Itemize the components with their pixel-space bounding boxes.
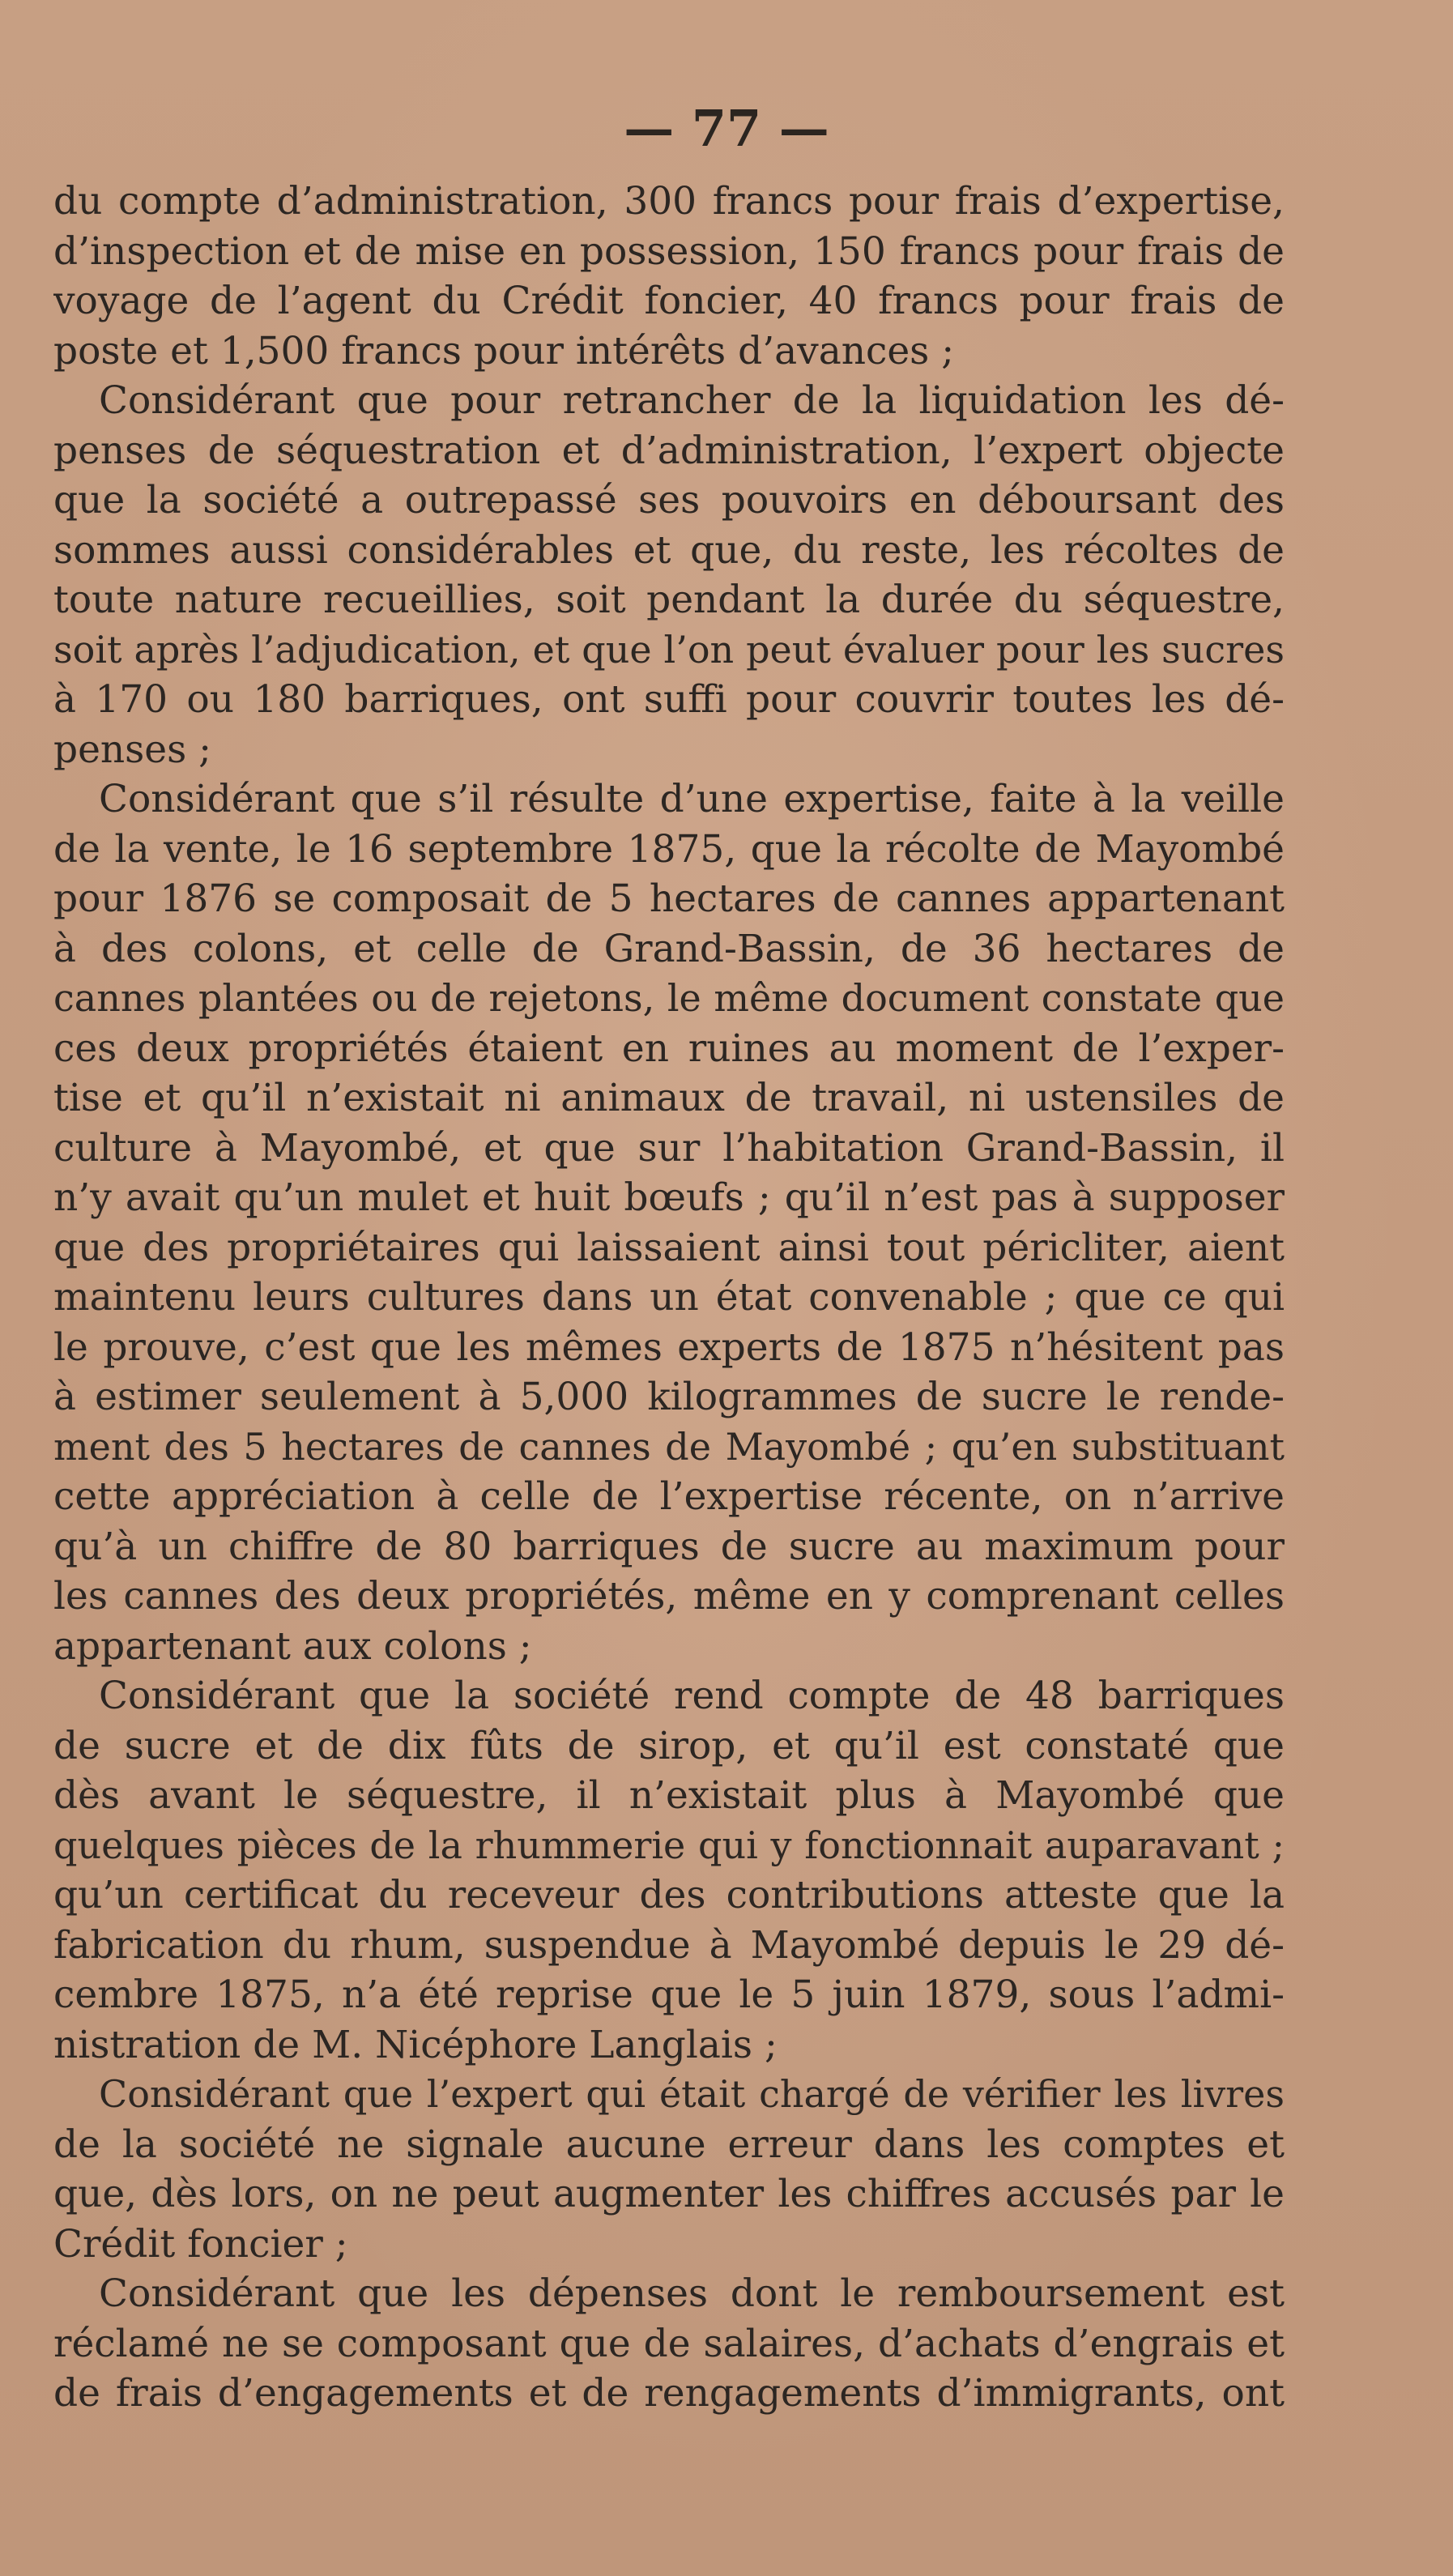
text-line: que des propriétaires qui laissaient ainsi tout péricliter, aient xyxy=(53,1225,1285,1270)
text-line: qu’à un chiffre de 80 barriques de sucre au maximum pour xyxy=(53,1524,1285,1569)
text-line: ces deux propriétés étaient en ruines au moment de l’exper- xyxy=(53,1026,1285,1071)
text-line: Considérant que pour retrancher de la liquidation les dé- xyxy=(99,378,1285,423)
text-line: à 170 ou 180 barriques, ont suffi pour couvrir toutes les dé- xyxy=(53,677,1285,722)
text-line: Considérant que la société rend compte de 48 barriques xyxy=(99,1674,1285,1718)
text-line: soit après l’adjudication, et que l’on peut évaluer pour les sucres xyxy=(53,627,1285,672)
text-line: n’y avait qu’un mulet et huit bœufs ; qu’il n’est pas à supposer xyxy=(53,1175,1285,1220)
text-line: ment des 5 hectares de cannes de Mayombé ; qu’en substituant xyxy=(53,1424,1285,1469)
text-line: pour 1876 se composait de 5 hectares de cannes appartenant xyxy=(53,876,1285,921)
text-line: Considérant que l’expert qui était chargé de vérifier les livres xyxy=(99,2072,1285,2116)
text-line: quelques pièces de la rhummerie qui y fonctionnait auparavant ; xyxy=(53,1823,1285,1867)
text-line: Considérant que les dépenses dont le remboursement est xyxy=(99,2271,1285,2316)
text-line: cette appréciation à celle de l’expertise récente, on n’arrive xyxy=(53,1474,1285,1519)
text-line: que, dès lors, on ne peut augmenter les chiffres accusés par le xyxy=(53,2172,1285,2216)
text-line: nistration de M. Nicéphore Langlais ; xyxy=(53,2022,778,2067)
text-line: poste et 1,500 francs pour intérêts d’avances ; xyxy=(53,328,955,373)
text-line: qu’un certificat du receveur des contributions atteste que la xyxy=(53,1873,1285,1917)
text-line: fabrication du rhum, suspendue à Mayombé depuis le 29 dé- xyxy=(53,1922,1285,1968)
text-line: sommes aussi considérables et que, du reste, les récoltes de xyxy=(53,527,1285,573)
text-line: les cannes des deux propriétés, même en y comprenant celles xyxy=(53,1574,1285,1619)
text-line: maintenu leurs cultures dans un état convenable ; que ce qui xyxy=(53,1275,1285,1320)
text-line: le prouve, c’est que les mêmes experts de 1875 n’hésitent pas xyxy=(53,1324,1285,1370)
text-line: de frais d’engagements et de rengagements d’immigrants, ont xyxy=(53,2371,1285,2416)
text-line: penses ; xyxy=(53,727,211,772)
text-line: à des colons, et celle de Grand-Bassin, de 36 hectares de xyxy=(53,926,1285,971)
text-line: que la société a outrepassé ses pouvoirs en déboursant des xyxy=(53,478,1285,522)
page-number: — 77 — xyxy=(624,99,829,158)
body-text xyxy=(53,177,1285,2419)
text-line: Crédit foncier ; xyxy=(53,2221,348,2267)
text-line: voyage de l’agent du Crédit foncier, 40 francs pour frais de xyxy=(53,279,1285,323)
text-line: de la société ne signale aucune erreur dans les comptes et xyxy=(53,2122,1285,2167)
text-line: de sucre et de dix fûts de sirop, et qu’il est constaté que xyxy=(53,1723,1285,1768)
text-line: réclamé ne se composant que de salaires, d’achats d’engrais et xyxy=(53,2321,1285,2366)
text-line: penses de séquestration et d’administration, l’expert objecte xyxy=(53,428,1285,473)
text-line: toute nature recueillies, soit pendant la durée du séquestre, xyxy=(53,578,1285,622)
text-line: Considérant que s’il résulte d’une expertise, faite à la veille xyxy=(99,777,1285,821)
text-line: cannes plantées ou de rejetons, le même document constate que xyxy=(53,976,1285,1020)
text-line: culture à Mayombé, et que sur l’habitation Grand-Bassin, il xyxy=(53,1125,1285,1171)
text-line: cembre 1875, n’a été reprise que le 5 juin 1879, sous l’admi- xyxy=(53,1973,1285,2017)
text-line: dès avant le séquestre, il n’existait plus à Mayombé que xyxy=(53,1773,1285,1818)
text-line: d’inspection et de mise en possession, 150 francs pour frais de xyxy=(53,228,1285,274)
text-line: tise et qu’il n’existait ni animaux de travail, ni ustensiles de xyxy=(53,1076,1285,1120)
text-line: à estimer seulement à 5,000 kilogrammes de sucre le rende- xyxy=(53,1375,1285,1419)
text-line: du compte d’administration, 300 francs pour frais d’expertise, xyxy=(53,179,1285,224)
text-line: de la vente, le 16 septembre 1875, que la récolte de Mayombé xyxy=(53,826,1285,872)
text-line: appartenant aux colons ; xyxy=(53,1623,532,1669)
